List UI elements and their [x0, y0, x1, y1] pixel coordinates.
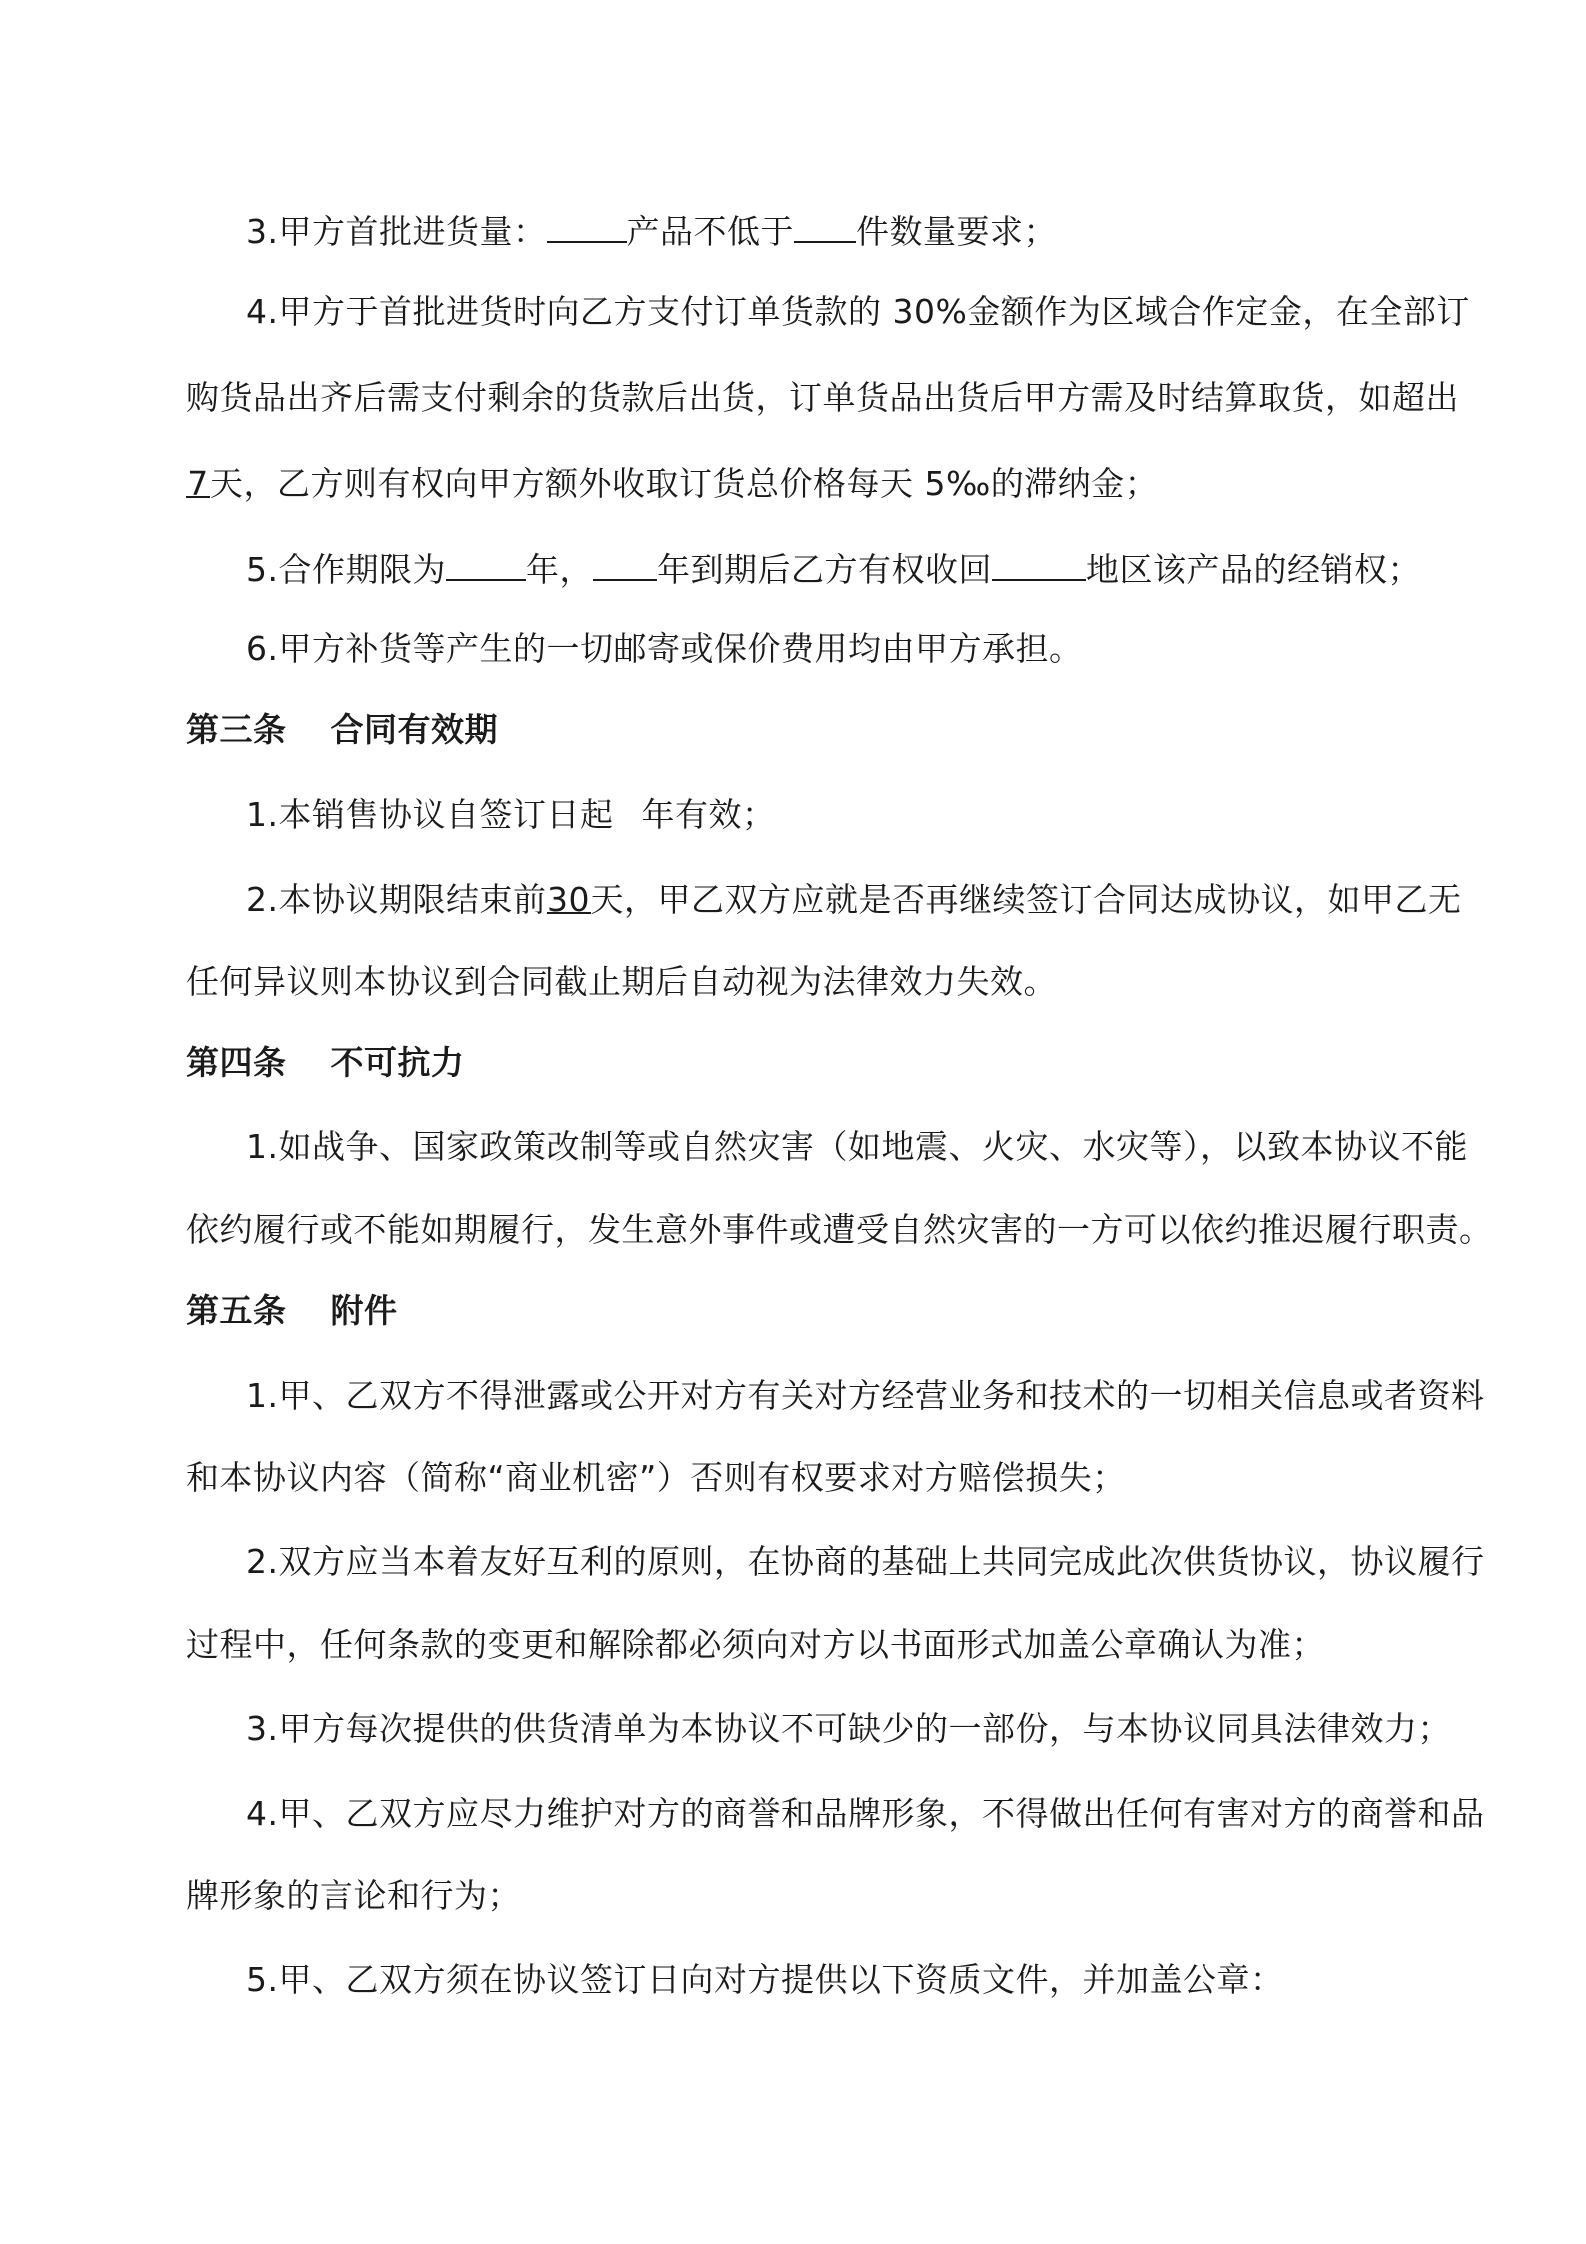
section-heading-3 [186, 708, 498, 752]
clause-4-item-1-line-2: 依约履行或不能如期履行，发生意外事件或遭受自然灾害的一方可以依约推迟履行职责。 [186, 1210, 1493, 1249]
clause-2-item-4-line-1: 4.甲方于首批进货时向乙方支付订单货款的 30%金额作为区域合作定金，在全部订 [246, 292, 1470, 331]
blank-field [992, 545, 1086, 581]
clause-4-item-1-line-1: 1.如战争、国家政策改制等或自然灾害（如地震、火灾、水灾等），以致本协议不能 [246, 1127, 1468, 1166]
section-title: 不可抗力 [330, 1043, 465, 1082]
item-text: 3.甲方首批进货量： [246, 212, 547, 251]
clause-5-item-1-line-2: 和本协议内容（简称“商业机密”）否则有权要求对方赔偿损失； [186, 1458, 1126, 1497]
section-heading-4 [186, 1041, 465, 1085]
item-text: 产品不低于 [626, 212, 794, 251]
clause-2-item-6: 6.甲方补货等产生的一切邮寄或保价费用均由甲方承担。 [246, 629, 1083, 668]
clause-5-item-4-line-2: 牌形象的言论和行为； [186, 1876, 521, 1915]
filled-blank-days: 7 [187, 464, 209, 503]
section-number: 第四条 [186, 1043, 287, 1082]
clause-5-item-2-line-1: 2.双方应当本着友好互利的原则，在协商的基础上共同完成此次供货协议，协议履行 [246, 1542, 1485, 1581]
clause-5-item-1-line-1: 1.甲、乙双方不得泄露或公开对方有关对方经营业务和技术的一切相关信息或者资料 [246, 1376, 1485, 1415]
item-text: 年有效； [641, 795, 776, 834]
item-text: 年到期后乙方有权收回 [657, 550, 992, 589]
clause-2-item-4-line-3 [186, 462, 1158, 506]
clause-5-item-5: 5.甲、乙双方须在协议签订日向对方提供以下资质文件，并加盖公章： [246, 1960, 1284, 1999]
blank-field [446, 545, 526, 581]
clause-2-item-3 [246, 207, 1057, 254]
item-text: 天，甲乙双方应就是否再继续签订合同达成协议，如甲乙无 [590, 880, 1462, 919]
clause-3-item-2-line-1 [246, 878, 1462, 922]
item-text: 1.本销售协议自签订日起 [246, 795, 614, 834]
item-text: 地区该产品的经销权； [1086, 550, 1421, 589]
section-number: 第五条 [186, 1291, 287, 1330]
clause-5-item-3: 3.甲方每次提供的供货清单为本协议不可缺少的一部份，与本协议同具法律效力； [246, 1709, 1451, 1748]
blank-field [794, 207, 856, 243]
clause-5-item-4-line-1: 4.甲、乙双方应尽力维护对方的商誉和品牌形象，不得做出任何有害对方的商誉和品 [246, 1794, 1485, 1833]
item-text: 2.本协议期限结束前 [246, 880, 547, 919]
item-text: 年， [526, 550, 593, 589]
clause-2-item-5 [246, 545, 1421, 592]
item-text: 天，乙方则有权向甲方额外收取订货总价格每天 5‰的滞纳金； [210, 464, 1159, 503]
blank-field [547, 207, 627, 243]
item-text: 5.合作期限为 [246, 550, 446, 589]
filled-blank-days: 30 [547, 880, 590, 919]
section-heading-5 [186, 1289, 398, 1333]
section-title: 合同有效期 [330, 710, 498, 749]
clause-2-item-4-line-2: 购货品出齐后需支付剩余的货款后出货，订单货品出货后甲方需及时结算取货，如超出 [186, 378, 1459, 417]
item-text: 件数量要求； [856, 212, 1057, 251]
section-number: 第三条 [186, 710, 287, 749]
clause-3-item-2-line-2: 任何异议则本协议到合同截止期后自动视为法律效力失效。 [186, 962, 1057, 1001]
clause-5-item-2-line-2: 过程中，任何条款的变更和解除都必须向对方以书面形式加盖公章确认为准； [186, 1625, 1325, 1664]
section-title: 附件 [330, 1291, 398, 1330]
blank-field [593, 545, 657, 581]
clause-3-item-1 [246, 793, 776, 837]
